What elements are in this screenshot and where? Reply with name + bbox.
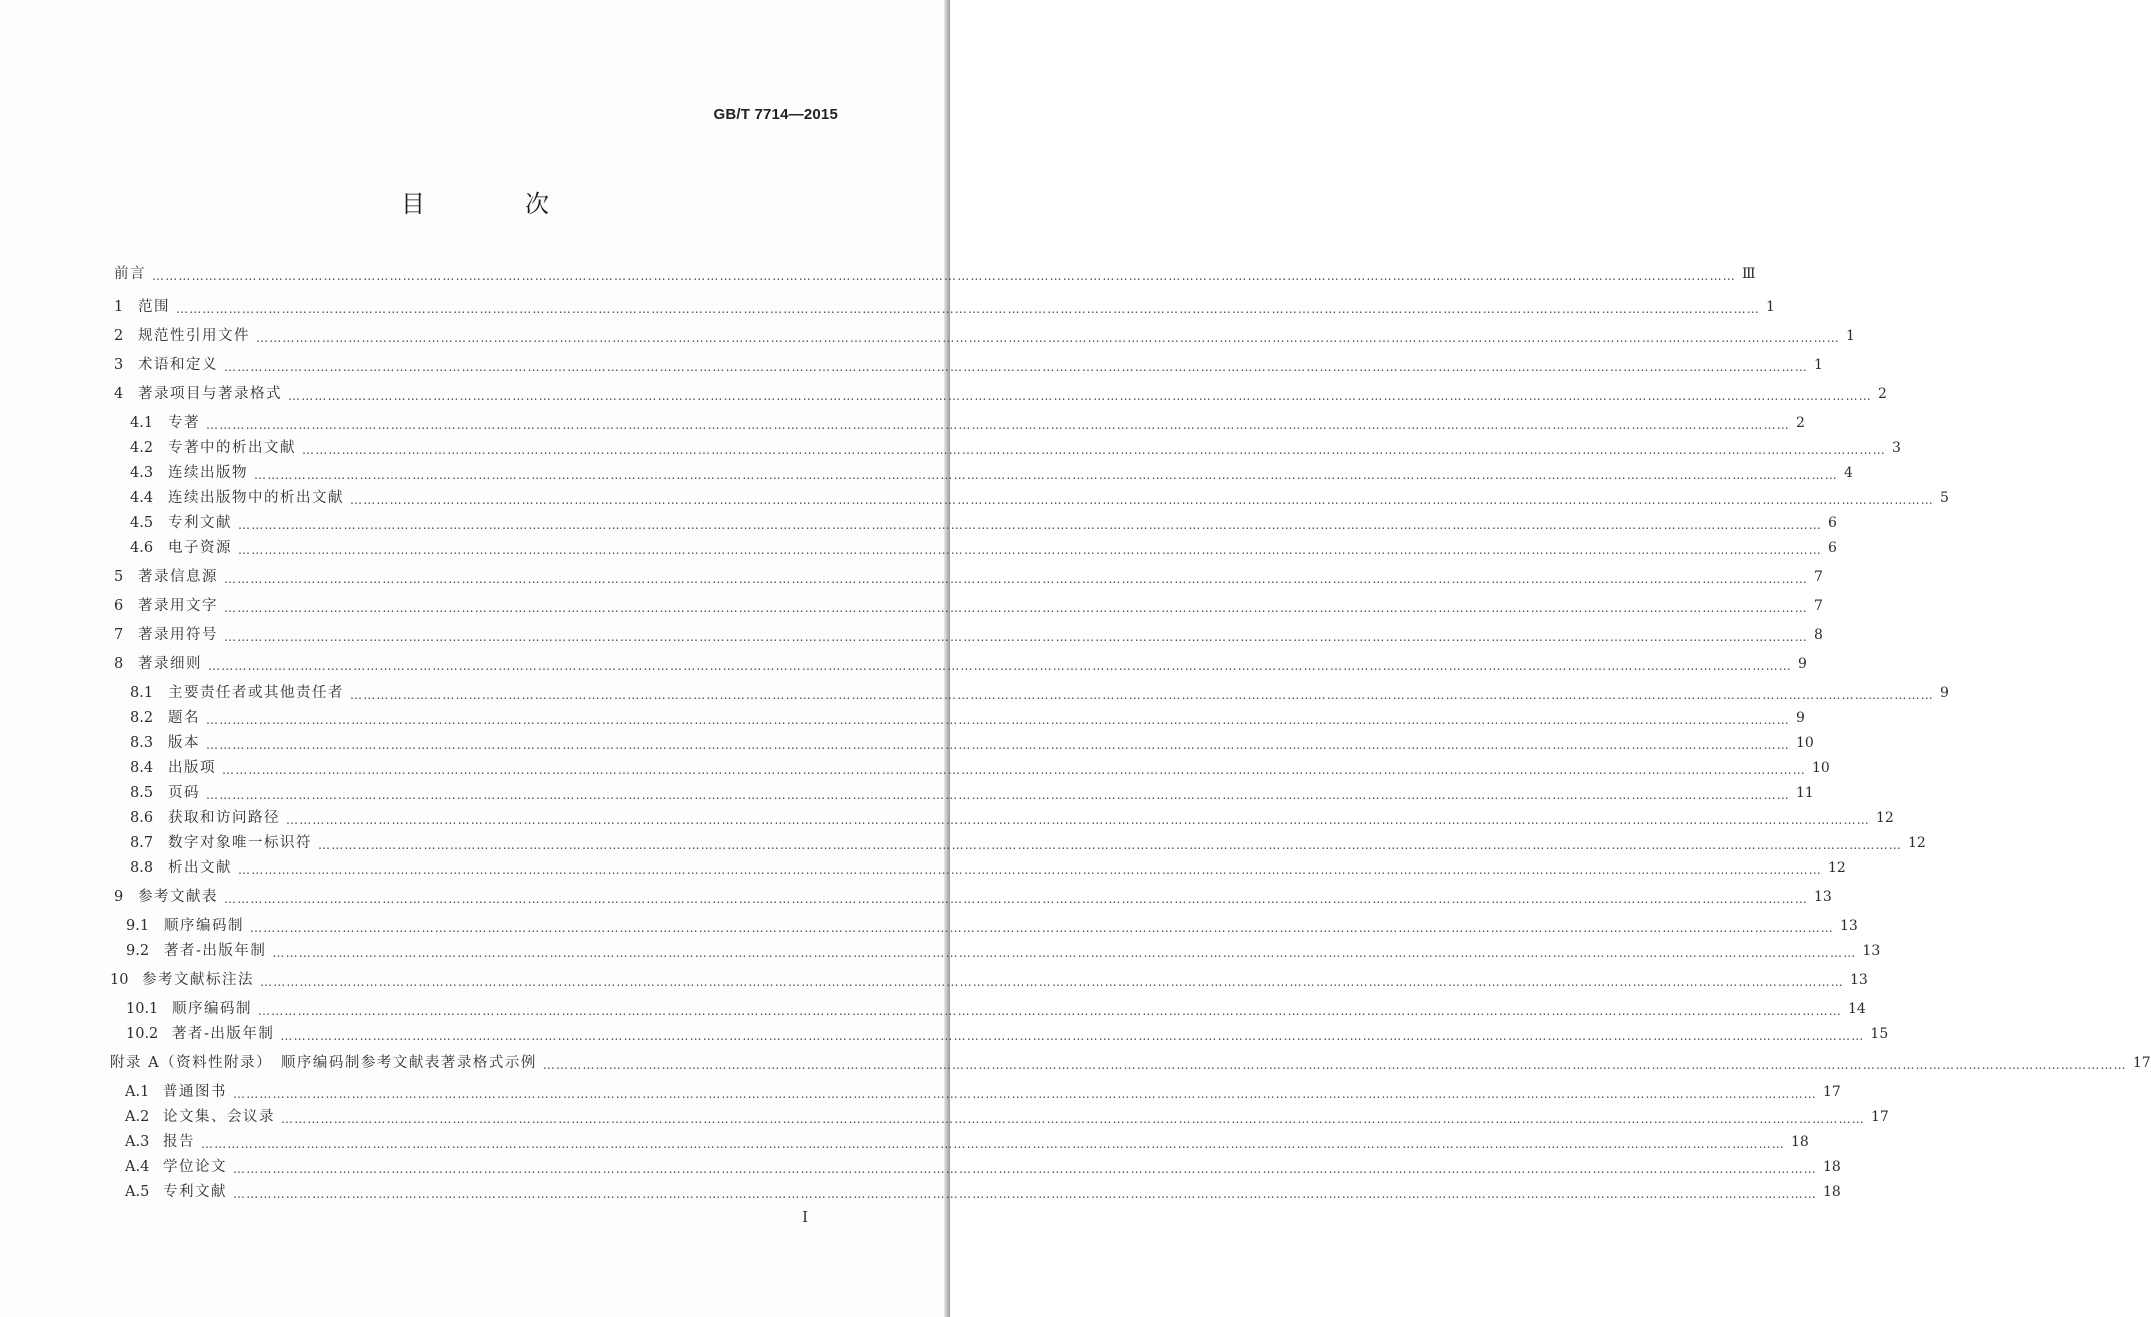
toc-entry-page: 18 [1791, 1134, 1809, 1150]
toc-entry-page: 13 [1840, 918, 1858, 934]
leader-dots: ……………………………………………………………………………………………………………………………………………………………………………………………………………………………………………………………………………………………………………………………… [288, 389, 1872, 403]
toc-entry[interactable] [114, 567, 1823, 587]
toc-entry[interactable] [125, 1082, 1841, 1102]
leader-dots: ……………………………………………………………………………………………………………………………………………………………………………………………………………………………………………………………………………………………………………………………… [318, 838, 1902, 852]
toc-entry-page: 15 [1870, 1026, 1889, 1042]
toc-entry[interactable] [126, 999, 1866, 1019]
toc-entry[interactable] [114, 887, 1832, 907]
page-number: I [802, 1208, 808, 1226]
toc-entry-number: 4.3 [130, 465, 154, 481]
toc-entry-title: 连续出版物 [168, 465, 248, 481]
leader-dots: ……………………………………………………………………………………………………………………………………………………………………………………………………………………………………………………………………………………………………………………………… [350, 688, 1934, 702]
toc-entry-title: 参考文献标注法 [142, 972, 254, 988]
toc-entry-number: 9.2 [126, 943, 150, 959]
toc-entry-number: 4 [114, 386, 124, 402]
toc-entry[interactable] [125, 1182, 1841, 1202]
leader-dots: ……………………………………………………………………………………………………………………………………………………………………………………………………………………………………………………………………………………………………………………………… [542, 1058, 2127, 1072]
toc-entry[interactable] [110, 1053, 2151, 1073]
leader-dots: ……………………………………………………………………………………………………………………………………………………………………………………………………………………………………………………………………………………………………………………………… [201, 1137, 1785, 1151]
toc-entry-title: 著录细则 [138, 656, 202, 672]
leader-dots: ……………………………………………………………………………………………………………………………………………………………………………………………………………………………………………………………………………………………………………………………… [206, 738, 1790, 752]
leader-dots: ……………………………………………………………………………………………………………………………………………………………………………………………………………………………………………………………………………………………………………………………… [208, 659, 1792, 673]
toc-entry-title: 附录 A（资料性附录） 顺序编码制参考文献表著录格式示例 [110, 1055, 537, 1071]
toc-entry-title: 著者-出版年制 [164, 943, 267, 959]
toc-entry-title: 范围 [138, 299, 170, 315]
leader-dots: ……………………………………………………………………………………………………………………………………………………………………………………………………………………………………………………………………………………………………………………………… [238, 518, 1822, 532]
toc-entry-title: 术语和定义 [138, 357, 218, 373]
toc-entry-title: 著者-出版年制 [172, 1026, 275, 1042]
leader-dots: ……………………………………………………………………………………………………………………………………………………………………………………………………………………………………………………………………………………………………………………………… [224, 572, 1808, 586]
leader-dots: ……………………………………………………………………………………………………………………………………………………………………………………………………………………………………………………………………………………………………………………………… [350, 493, 1934, 507]
leader-dots: ……………………………………………………………………………………………………………………………………………………………………………………………………………………………………………………………………………………………………………………………… [233, 1087, 1817, 1101]
toc-entry[interactable] [114, 326, 1855, 346]
leader-dots: ……………………………………………………………………………………………………………………………………………………………………………………………………………………………………………………………………………………………………………………………… [238, 543, 1822, 557]
leader-dots: ……………………………………………………………………………………………………………………………………………………………………………………………………………………………………………………………………………………………………………………………… [260, 975, 1844, 989]
toc-entry-number: 4.4 [130, 490, 154, 506]
toc-entry-page: 13 [1814, 889, 1832, 905]
toc-entry[interactable] [114, 264, 1756, 284]
toc-entry-number: 7 [114, 627, 124, 643]
toc-entry-number: 8.8 [130, 860, 154, 876]
toc-entry-title: 专著 [168, 415, 200, 431]
toc-entry-title: 前言 [114, 266, 146, 282]
toc-entry[interactable] [130, 513, 1837, 533]
toc-entry-page: 10 [1812, 760, 1830, 776]
toc-entry-page: 18 [1823, 1184, 1841, 1200]
toc-entry-number: 8.2 [130, 710, 154, 726]
toc-entry[interactable] [114, 596, 1823, 616]
leader-dots: ……………………………………………………………………………………………………………………………………………………………………………………………………………………………………………………………………………………………………………………………… [238, 863, 1822, 877]
toc-entry-page: 12 [1828, 860, 1846, 876]
toc-entry-page: 14 [1848, 1001, 1866, 1017]
toc-entry-title: 著录项目与著录格式 [138, 386, 282, 402]
toc-entry-page: 1 [1766, 299, 1775, 315]
toc-entry-number: 8.6 [130, 810, 154, 826]
leader-dots: ……………………………………………………………………………………………………………………………………………………………………………………………………………………………………………………………………………………………………………………………… [272, 946, 1857, 960]
toc-entry[interactable] [130, 758, 1830, 778]
toc-entry-page: 18 [1823, 1159, 1841, 1175]
toc-entry-page: 1 [1846, 328, 1855, 344]
toc-entry-title: 版本 [168, 735, 200, 751]
toc-entry-number: 6 [114, 598, 124, 614]
toc-entry[interactable] [125, 1107, 1889, 1127]
toc-entry[interactable] [130, 463, 1853, 483]
toc-entry-number: A.4 [125, 1159, 150, 1175]
toc-entry-title: 专著中的析出文献 [168, 440, 296, 456]
toc-entry[interactable] [126, 916, 1858, 936]
toc-entry-number: 9.1 [126, 918, 150, 934]
toc-entry-page: 2 [1878, 386, 1887, 402]
toc-entry-number: 8 [114, 656, 124, 672]
toc-entry-number: 1 [114, 299, 124, 315]
toc-entry[interactable] [126, 1024, 1889, 1044]
toc-entry-title: 数字对象唯一标识符 [168, 835, 312, 851]
leader-dots: ……………………………………………………………………………………………………………………………………………………………………………………………………………………………………………………………………………………………………………………………… [280, 1029, 1865, 1043]
toc-entry-number: 2 [114, 328, 124, 344]
toc-entry-title: 主要责任者或其他责任者 [168, 685, 344, 701]
leader-dots: ……………………………………………………………………………………………………………………………………………………………………………………………………………………………………………………………………………………………………………………………… [224, 360, 1808, 374]
toc-entry-title: 页码 [168, 785, 200, 801]
toc-entry-number: 4.6 [130, 540, 154, 556]
toc-entry-number: 8.3 [130, 735, 154, 751]
toc-entry-number: 4.2 [130, 440, 154, 456]
toc-entry-page: 12 [1908, 835, 1926, 851]
toc-entry-page: 17 [1823, 1084, 1841, 1100]
toc-entry-number: A.1 [125, 1084, 150, 1100]
page-title: 目 次 [401, 190, 587, 218]
toc-entry-title: 学位论文 [163, 1159, 227, 1175]
toc-entry-title: 著录用文字 [138, 598, 218, 614]
toc-entry[interactable] [126, 941, 1881, 961]
toc-entry-number: 8.4 [130, 760, 154, 776]
toc-entry[interactable] [130, 808, 1894, 828]
toc-entry-page: 9 [1796, 710, 1805, 726]
toc-entry-page: 11 [1796, 785, 1814, 801]
toc-entry-title: 电子资源 [168, 540, 232, 556]
toc-entry-title: 普通图书 [163, 1084, 227, 1100]
leader-dots: ……………………………………………………………………………………………………………………………………………………………………………………………………………………………………………………………………………………………………………………………… [176, 302, 1760, 316]
leader-dots: ……………………………………………………………………………………………………………………………………………………………………………………………………………………………………………………………………………………………………………………………… [258, 1004, 1842, 1018]
toc-entry-title: 获取和访问路径 [168, 810, 280, 826]
toc-entry-page: 3 [1892, 440, 1901, 456]
toc-entry-page: 7 [1814, 598, 1823, 614]
leader-dots: ……………………………………………………………………………………………………………………………………………………………………………………………………………………………………………………………………………………………………………………………… [281, 1112, 1865, 1126]
toc-entry-number: 8.7 [130, 835, 154, 851]
toc-entry[interactable] [130, 858, 1846, 878]
toc-entry-number: 10.1 [126, 1001, 159, 1017]
toc-entry-page: 1 [1814, 357, 1823, 373]
toc-entry[interactable] [125, 1157, 1841, 1177]
toc-entry-title: 规范性引用文件 [138, 328, 250, 344]
toc-entry[interactable] [130, 413, 1805, 433]
toc-entry-number: A.2 [125, 1109, 150, 1125]
toc-entry[interactable] [130, 708, 1805, 728]
toc-entry-number: 9 [114, 889, 124, 905]
toc-entry-page: 5 [1940, 490, 1949, 506]
toc-entry-page: 9 [1798, 656, 1807, 672]
toc-entry-page: 9 [1940, 685, 1949, 701]
leader-dots: ……………………………………………………………………………………………………………………………………………………………………………………………………………………………………………………………………………………………………………………………… [206, 713, 1790, 727]
toc-entry-title: 报告 [163, 1134, 195, 1150]
toc-entry-number: 8.1 [130, 685, 154, 701]
toc-entry[interactable] [114, 355, 1823, 375]
leader-dots: ……………………………………………………………………………………………………………………………………………………………………………………………………………………………………………………………………………………………………………………………… [206, 788, 1790, 802]
leader-dots: ……………………………………………………………………………………………………………………………………………………………………………………………………………………………………………………………………………………………………………………………… [250, 921, 1834, 935]
toc-entry-title: 连续出版物中的析出文献 [168, 490, 344, 506]
toc-entry-title: 著录用符号 [138, 627, 218, 643]
toc-entry-page: 10 [1796, 735, 1814, 751]
leader-dots: ……………………………………………………………………………………………………………………………………………………………………………………………………………………………………………………………………………………………………………………………… [224, 892, 1808, 906]
toc-entry[interactable] [130, 538, 1837, 558]
leader-dots: ……………………………………………………………………………………………………………………………………………………………………………………………………………………………………………………………………………………………………………………………… [302, 443, 1886, 457]
standard-number: GB/T 7714—2015 [713, 106, 838, 123]
leader-dots: ……………………………………………………………………………………………………………………………………………………………………………………………………………………………………………………………………………………………………………………………… [233, 1187, 1817, 1201]
toc-entry-number: A.3 [125, 1134, 150, 1150]
leader-dots: ……………………………………………………………………………………………………………………………………………………………………………………………………………………………………………………………………………………………………………………………… [233, 1162, 1817, 1176]
toc-entry-title: 专利文献 [168, 515, 232, 531]
toc-entry[interactable] [130, 733, 1814, 753]
toc-entry-number: 5 [114, 569, 124, 585]
toc-entry-page: 4 [1844, 465, 1853, 481]
toc-entry-page: Ⅲ [1742, 266, 1756, 282]
leader-dots: ……………………………………………………………………………………………………………………………………………………………………………………………………………………………………………………………………………………………………………………………… [206, 418, 1790, 432]
toc-entry-title: 参考文献表 [138, 889, 218, 905]
leader-dots: ……………………………………………………………………………………………………………………………………………………………………………………………………………………………………………………………………………………………………………………………… [222, 763, 1806, 777]
toc-entry-page: 13 [1862, 943, 1881, 959]
leader-dots: ……………………………………………………………………………………………………………………………………………………………………………………………………………………………………………………………………………………………………………………………… [286, 813, 1870, 827]
toc-entry-page: 17 [2132, 1055, 2151, 1071]
toc-entry[interactable] [130, 488, 1949, 508]
leader-dots: ……………………………………………………………………………………………………………………………………………………………………………………………………………………………………………………………………………………………………………………………… [254, 468, 1838, 482]
toc-entry-page: 8 [1814, 627, 1823, 643]
toc-entry-page: 6 [1828, 540, 1837, 556]
toc-entry-title: 顺序编码制 [172, 1001, 252, 1017]
toc-entry-page: 13 [1850, 972, 1868, 988]
leader-dots: ……………………………………………………………………………………………………………………………………………………………………………………………………………………………………………………………………………………………………………………………… [152, 269, 1736, 283]
toc-entry-title: 出版项 [168, 760, 216, 776]
toc-entry[interactable] [130, 683, 1949, 703]
toc-entry-page: 6 [1828, 515, 1837, 531]
toc-entry-number: 4.1 [130, 415, 154, 431]
toc-entry-title: 论文集、会议录 [163, 1109, 275, 1125]
toc-entry-page: 7 [1814, 569, 1823, 585]
toc-entry-title: 著录信息源 [138, 569, 218, 585]
toc-entry-title: 专利文献 [163, 1184, 227, 1200]
leader-dots: ……………………………………………………………………………………………………………………………………………………………………………………………………………………………………………………………………………………………………………………………… [224, 601, 1808, 615]
toc-entry[interactable] [130, 833, 1926, 853]
toc-entry[interactable] [114, 654, 1807, 674]
toc-entry-number: 3 [114, 357, 124, 373]
toc-entry[interactable] [114, 625, 1823, 645]
toc-entry-title: 顺序编码制 [164, 918, 244, 934]
toc-entry-number: 10 [110, 972, 129, 988]
toc-entry[interactable] [130, 438, 1901, 458]
toc-entry-title: 析出文献 [168, 860, 232, 876]
toc-entry-number: 8.5 [130, 785, 154, 801]
toc-entry-page: 2 [1796, 415, 1805, 431]
leader-dots: ……………………………………………………………………………………………………………………………………………………………………………………………………………………………………………………………………………………………………………………………… [256, 331, 1840, 345]
toc-entry[interactable] [110, 970, 1868, 990]
toc-entry-number: 10.2 [126, 1026, 159, 1042]
toc-entry-number: 4.5 [130, 515, 154, 531]
toc-entry-page: 12 [1876, 810, 1894, 826]
toc-entry[interactable] [114, 384, 1887, 404]
toc-entry[interactable] [125, 1132, 1809, 1152]
toc-entry-page: 17 [1871, 1109, 1889, 1125]
toc-entry-number: A.5 [125, 1184, 150, 1200]
toc-entry[interactable] [130, 783, 1814, 803]
toc-entry-title: 题名 [168, 710, 200, 726]
toc-entry[interactable] [114, 297, 1775, 317]
leader-dots: ……………………………………………………………………………………………………………………………………………………………………………………………………………………………………………………………………………………………………………………………… [224, 630, 1808, 644]
